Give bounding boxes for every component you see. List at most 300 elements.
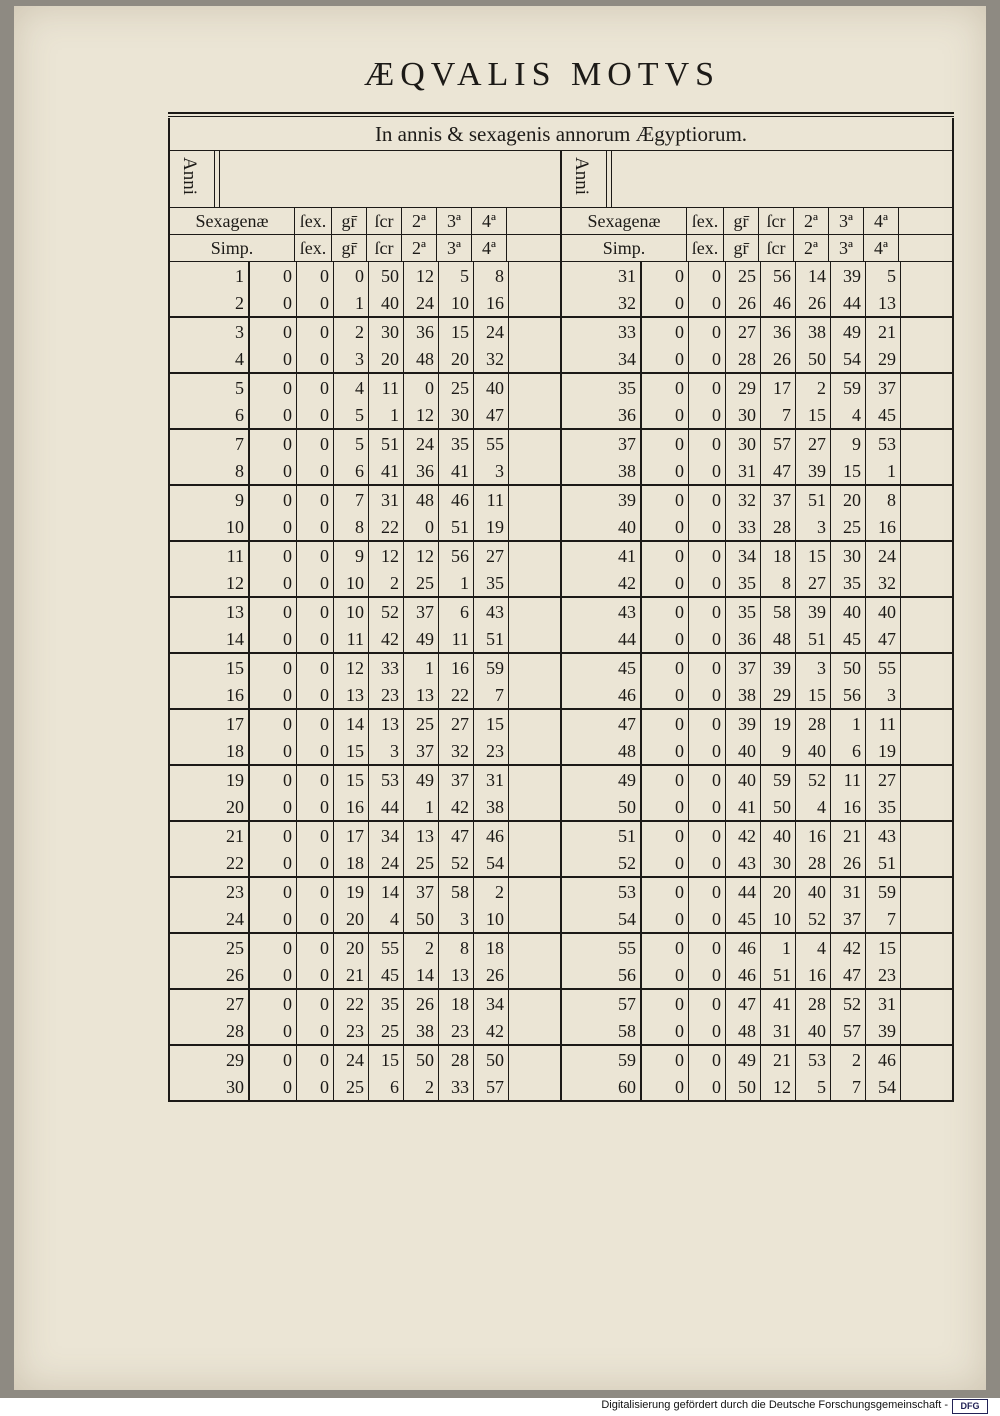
table-cell: 6 <box>355 460 364 481</box>
scr-col <box>726 934 761 988</box>
third-col <box>796 318 831 372</box>
table-cell: 24 <box>416 292 434 313</box>
anni-col <box>562 486 641 540</box>
table-cell: 34 <box>618 348 636 369</box>
anni-col <box>562 822 641 876</box>
table-cell: 0 <box>283 657 292 678</box>
table-cell: 35 <box>738 572 756 593</box>
fourth-col <box>439 822 474 876</box>
left-half <box>170 486 560 540</box>
table-cell: 38 <box>486 796 504 817</box>
table-cell: 0 <box>675 433 684 454</box>
header-cell: ſcr <box>367 235 402 261</box>
third-col <box>796 430 831 484</box>
table-cell: 27 <box>808 572 826 593</box>
table-cell: 0 <box>283 628 292 649</box>
table-cell: 0 <box>712 292 721 313</box>
third-col <box>404 710 439 764</box>
table-row-group <box>168 318 954 374</box>
table-cell: 49 <box>738 1049 756 1070</box>
anni-label-right: Anni <box>562 151 607 207</box>
fifth-col <box>866 374 901 428</box>
scr-col <box>726 318 761 372</box>
right-half <box>560 990 952 1044</box>
table-cell: 13 <box>346 684 364 705</box>
scr-col <box>334 990 369 1044</box>
table-cell: 43 <box>878 825 896 846</box>
table-cell: 31 <box>773 1020 791 1041</box>
table-cell: 12 <box>416 545 434 566</box>
fifth-col <box>474 598 509 652</box>
header-cell: 4ª <box>864 208 899 234</box>
table-cell: 51 <box>878 852 896 873</box>
table-cell: 0 <box>675 601 684 622</box>
anni-col <box>562 990 641 1044</box>
right-half <box>560 1046 952 1100</box>
sex-col <box>249 374 297 428</box>
table-cell: 7 <box>887 908 896 929</box>
table-cell: 0 <box>712 572 721 593</box>
fourth-col <box>831 710 866 764</box>
table-cell: 55 <box>381 937 399 958</box>
fourth-col <box>439 878 474 932</box>
table-cell: 0 <box>675 881 684 902</box>
table-cell: 51 <box>773 964 791 985</box>
table-cell: 0 <box>320 713 329 734</box>
table-cell: 39 <box>878 1020 896 1041</box>
table-cell: 0 <box>283 321 292 342</box>
table-cell: 14 <box>226 628 244 649</box>
table-cell: 0 <box>283 740 292 761</box>
table-cell: 32 <box>618 292 636 313</box>
table-cell: 0 <box>675 825 684 846</box>
table-cell: 18 <box>773 545 791 566</box>
table-cell: 20 <box>346 908 364 929</box>
table-cell: 15 <box>808 545 826 566</box>
table-cell: 0 <box>283 516 292 537</box>
table-cell: 20 <box>381 348 399 369</box>
scr-col <box>334 1046 369 1100</box>
table-cell: 0 <box>425 516 434 537</box>
scr-col <box>334 598 369 652</box>
fifth-col <box>866 710 901 764</box>
table-cell: 0 <box>283 713 292 734</box>
table-cell: 50 <box>808 348 826 369</box>
table-cell: 0 <box>320 1020 329 1041</box>
table-cell: 30 <box>738 433 756 454</box>
table-cell: 23 <box>346 1020 364 1041</box>
table-cell: 22 <box>451 684 469 705</box>
table-cell: 44 <box>738 881 756 902</box>
table-cell: 24 <box>346 1049 364 1070</box>
anni-col <box>562 318 641 372</box>
table-cell: 0 <box>283 852 292 873</box>
gr-col <box>297 766 334 820</box>
table-cell: 15 <box>486 713 504 734</box>
table-cell: 51 <box>451 516 469 537</box>
header-left <box>170 208 560 234</box>
table-cell: 0 <box>283 964 292 985</box>
table-cell: 0 <box>712 713 721 734</box>
third-col <box>404 318 439 372</box>
table-cell: 3 <box>817 516 826 537</box>
third-col <box>796 934 831 988</box>
table-cell: 0 <box>712 433 721 454</box>
scr-col <box>334 878 369 932</box>
sex-col <box>641 766 689 820</box>
table-cell: 39 <box>808 601 826 622</box>
table-cell: 0 <box>712 348 721 369</box>
table-cell: 23 <box>381 684 399 705</box>
table-cell: 0 <box>712 796 721 817</box>
left-half <box>170 542 560 596</box>
table-cell: 28 <box>808 713 826 734</box>
table-cell: 24 <box>381 852 399 873</box>
table-cell: 13 <box>451 964 469 985</box>
sex-col <box>249 878 297 932</box>
table-cell: 50 <box>843 657 861 678</box>
fourth-col <box>439 486 474 540</box>
table-cell: 26 <box>738 292 756 313</box>
anni-col <box>170 1046 249 1100</box>
anni-col <box>170 654 249 708</box>
table-cell: 25 <box>381 1020 399 1041</box>
table-cell: 56 <box>451 545 469 566</box>
table-cell: 0 <box>712 404 721 425</box>
third-col <box>404 262 439 316</box>
right-half <box>560 878 952 932</box>
scr-col <box>334 934 369 988</box>
table-cell: 57 <box>618 993 636 1014</box>
gr-col <box>689 654 726 708</box>
fourth-col <box>831 1046 866 1100</box>
fifth-col <box>866 1046 901 1100</box>
table-row-group <box>168 542 954 598</box>
scr-col <box>726 990 761 1044</box>
table-row-group <box>168 822 954 878</box>
table-cell: 2 <box>235 292 244 313</box>
fifth-col <box>866 654 901 708</box>
fourth-col <box>439 766 474 820</box>
right-half <box>560 486 952 540</box>
table-cell: 0 <box>283 796 292 817</box>
third-col <box>404 654 439 708</box>
gr-col <box>297 542 334 596</box>
table-cell: 40 <box>878 601 896 622</box>
table-cell: 0 <box>712 657 721 678</box>
second-col <box>369 710 404 764</box>
second-col <box>369 1046 404 1100</box>
sex-col <box>249 990 297 1044</box>
table-cell: 0 <box>320 796 329 817</box>
table-cell: 31 <box>843 881 861 902</box>
header-cell: Sexagenæ <box>562 208 687 234</box>
table-cell: 22 <box>226 852 244 873</box>
table-cell: 3 <box>495 460 504 481</box>
table-cell: 10 <box>486 908 504 929</box>
table-cell: 3 <box>460 908 469 929</box>
table-cell: 0 <box>283 1076 292 1097</box>
table-cell: 50 <box>486 1049 504 1070</box>
header-cell: 2ª <box>402 235 437 261</box>
table-cell: 0 <box>675 796 684 817</box>
fifth-col <box>474 1046 509 1100</box>
table-cell: 23 <box>226 881 244 902</box>
table-cell: 0 <box>320 601 329 622</box>
table-cell: 55 <box>486 433 504 454</box>
table-cell: 12 <box>346 657 364 678</box>
table-cell: 20 <box>451 348 469 369</box>
table-cell: 32 <box>451 740 469 761</box>
gr-col <box>689 710 726 764</box>
second-col <box>369 934 404 988</box>
table-cell: 38 <box>738 684 756 705</box>
table-cell: 31 <box>878 993 896 1014</box>
table-cell: 49 <box>416 628 434 649</box>
left-half <box>170 710 560 764</box>
second-col <box>369 598 404 652</box>
gr-col <box>689 486 726 540</box>
table-cell: 0 <box>320 881 329 902</box>
table-cell: 22 <box>381 516 399 537</box>
table-cell: 31 <box>381 489 399 510</box>
table-cell: 49 <box>416 769 434 790</box>
table-cell: 13 <box>416 684 434 705</box>
sex-col <box>249 934 297 988</box>
scr-col <box>726 598 761 652</box>
table-cell: 2 <box>425 937 434 958</box>
table-cell: 54 <box>843 348 861 369</box>
table-cell: 0 <box>320 769 329 790</box>
table-cell: 26 <box>843 852 861 873</box>
table-cell: 40 <box>808 881 826 902</box>
table-cell: 23 <box>878 964 896 985</box>
table-cell: 35 <box>878 796 896 817</box>
table-cell: 0 <box>675 993 684 1014</box>
anni-col <box>170 710 249 764</box>
table-cell: 1 <box>235 265 244 286</box>
table-cell: 37 <box>416 881 434 902</box>
table-cell: 47 <box>738 993 756 1014</box>
table-cell: 15 <box>808 404 826 425</box>
sex-col <box>641 710 689 764</box>
right-half <box>560 542 952 596</box>
header-right <box>560 208 952 234</box>
scr-col <box>726 710 761 764</box>
fourth-col <box>831 486 866 540</box>
table-cell: 39 <box>618 489 636 510</box>
table-cell: 0 <box>320 348 329 369</box>
anni-block-left <box>170 151 560 207</box>
table-cell: 6 <box>852 740 861 761</box>
right-half <box>560 654 952 708</box>
sex-col <box>641 822 689 876</box>
table-cell: 0 <box>425 377 434 398</box>
table-cell: 25 <box>738 265 756 286</box>
table-cell: 46 <box>773 292 791 313</box>
table-cell: 47 <box>843 964 861 985</box>
third-col <box>796 262 831 316</box>
table-cell: 40 <box>773 825 791 846</box>
table-cell: 19 <box>878 740 896 761</box>
scr-col <box>334 430 369 484</box>
table-cell: 45 <box>878 404 896 425</box>
table-cell: 41 <box>773 993 791 1014</box>
table-cell: 49 <box>618 769 636 790</box>
table-cell: 35 <box>486 572 504 593</box>
table-cell: 15 <box>878 937 896 958</box>
header-cell: 3ª <box>437 208 472 234</box>
second-col <box>761 1046 796 1100</box>
table-cell: 0 <box>675 908 684 929</box>
table-cell: 0 <box>712 545 721 566</box>
scr-col <box>726 654 761 708</box>
second-col <box>761 598 796 652</box>
table-cell: 0 <box>675 265 684 286</box>
table-cell: 25 <box>451 377 469 398</box>
table-cell: 52 <box>843 993 861 1014</box>
sex-col <box>641 262 689 316</box>
table-cell: 35 <box>843 572 861 593</box>
table-cell: 53 <box>878 433 896 454</box>
table-cell: 4 <box>235 348 244 369</box>
table-cell: 27 <box>486 545 504 566</box>
table-cell: 0 <box>283 572 292 593</box>
table-cell: 9 <box>852 433 861 454</box>
table-cell: 0 <box>675 348 684 369</box>
table-cell: 5 <box>235 377 244 398</box>
table-cell: 15 <box>843 460 861 481</box>
table-cell: 7 <box>852 1076 861 1097</box>
table-cell: 31 <box>486 769 504 790</box>
table-cell: 8 <box>460 937 469 958</box>
table-cell: 57 <box>486 1076 504 1097</box>
table-cell: 35 <box>738 601 756 622</box>
third-col <box>796 598 831 652</box>
table-cell: 55 <box>878 657 896 678</box>
third-col <box>404 934 439 988</box>
table-cell: 21 <box>226 825 244 846</box>
table-cell: 0 <box>283 993 292 1014</box>
gr-col <box>297 654 334 708</box>
fourth-col <box>831 262 866 316</box>
right-half <box>560 766 952 820</box>
table-cell: 15 <box>451 321 469 342</box>
fifth-col <box>474 262 509 316</box>
scr-col <box>726 262 761 316</box>
table-cell: 6 <box>235 404 244 425</box>
gr-col <box>297 1046 334 1100</box>
table-cell: 0 <box>283 489 292 510</box>
sex-col <box>641 654 689 708</box>
anni-block-right <box>560 151 952 207</box>
table-cell: 0 <box>283 404 292 425</box>
second-col <box>369 654 404 708</box>
table-cell: 44 <box>843 292 861 313</box>
table-cell: 26 <box>226 964 244 985</box>
table-cell: 0 <box>320 993 329 1014</box>
gr-col <box>689 318 726 372</box>
table-cell: 25 <box>843 516 861 537</box>
table-cell: 50 <box>416 1049 434 1070</box>
footer-text: Digitalisierung gefördert durch die Deutsche Forschungsgemeinschaft - <box>601 1399 948 1411</box>
table-cell: 59 <box>618 1049 636 1070</box>
sex-col <box>249 1046 297 1100</box>
table-cell: 40 <box>843 601 861 622</box>
table-cell: 18 <box>346 852 364 873</box>
table-cell: 4 <box>817 937 826 958</box>
table-cell: 40 <box>808 740 826 761</box>
scr-col <box>726 766 761 820</box>
table-cell: 0 <box>283 292 292 313</box>
gr-col <box>689 1046 726 1100</box>
table-cell: 41 <box>738 796 756 817</box>
table-cell: 7 <box>495 684 504 705</box>
second-col <box>369 542 404 596</box>
table-cell: 0 <box>675 937 684 958</box>
anni-row <box>168 151 954 208</box>
table-cell: 11 <box>226 545 244 566</box>
table-cell: 41 <box>618 545 636 566</box>
table-cell: 12 <box>226 572 244 593</box>
fourth-col <box>439 654 474 708</box>
third-col <box>404 878 439 932</box>
table-cell: 52 <box>808 908 826 929</box>
table-cell: 43 <box>618 601 636 622</box>
sex-col <box>641 878 689 932</box>
sex-col <box>641 1046 689 1100</box>
table-cell: 0 <box>675 545 684 566</box>
table-cell: 33 <box>451 1076 469 1097</box>
table-cell: 10 <box>773 908 791 929</box>
table-cell: 12 <box>381 545 399 566</box>
table-cell: 0 <box>283 348 292 369</box>
fourth-col <box>831 990 866 1044</box>
table-cell: 51 <box>486 628 504 649</box>
header-cell: ſex. <box>295 208 332 234</box>
header-cell: gr̄ <box>724 208 759 234</box>
table-cell: 40 <box>738 740 756 761</box>
table-cell: 50 <box>773 796 791 817</box>
third-col <box>404 542 439 596</box>
fifth-col <box>474 934 509 988</box>
table-cell: 21 <box>878 321 896 342</box>
table-cell: 32 <box>738 489 756 510</box>
scr-col <box>726 486 761 540</box>
left-half <box>170 934 560 988</box>
table-cell: 0 <box>712 937 721 958</box>
table-cell: 27 <box>451 713 469 734</box>
fourth-col <box>831 430 866 484</box>
header-right <box>560 235 952 261</box>
gr-col <box>297 262 334 316</box>
scr-col <box>334 486 369 540</box>
table-cell: 40 <box>808 1020 826 1041</box>
table-cell: 0 <box>675 684 684 705</box>
second-col <box>369 486 404 540</box>
table-cell: 14 <box>381 881 399 902</box>
table-cell: 59 <box>486 657 504 678</box>
sex-col <box>641 934 689 988</box>
table-cell: 14 <box>808 265 826 286</box>
table-cell: 58 <box>773 601 791 622</box>
table-cell: 32 <box>486 348 504 369</box>
sex-col <box>249 710 297 764</box>
table-cell: 21 <box>843 825 861 846</box>
fourth-col <box>831 318 866 372</box>
table-cell: 0 <box>712 908 721 929</box>
table-cell: 12 <box>416 404 434 425</box>
